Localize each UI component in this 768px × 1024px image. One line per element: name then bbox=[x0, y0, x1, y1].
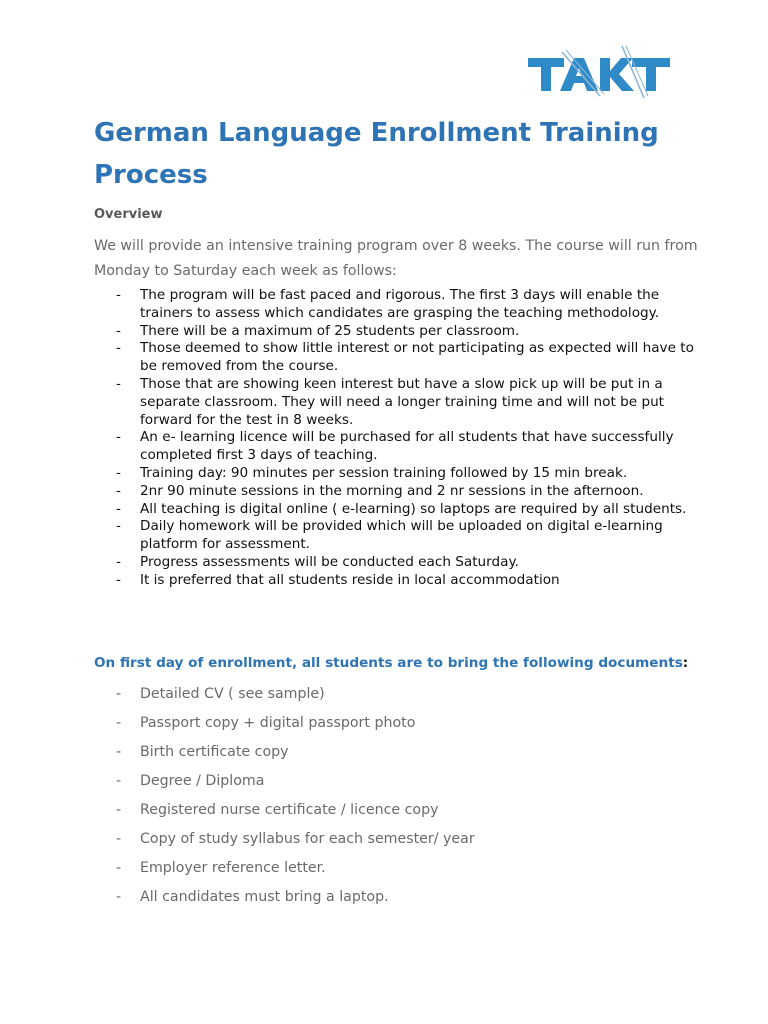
list-item bbox=[94, 771, 694, 800]
list-item bbox=[94, 887, 694, 916]
list-item bbox=[94, 858, 694, 887]
bullet-dash: - bbox=[116, 287, 121, 303]
takt-logo-mark bbox=[526, 44, 674, 100]
list-item bbox=[94, 340, 694, 376]
rule-text: An e- learning licence will be purchased for all students that have successfully completed first 3 days of teaching. bbox=[140, 429, 674, 464]
list-item bbox=[94, 554, 694, 572]
page-title: German Language Enrollment Training Process bbox=[94, 118, 659, 190]
rule-text: Progress assessments will be conducted each Saturday. bbox=[140, 553, 519, 570]
list-item bbox=[94, 829, 694, 858]
bullet-dash: - bbox=[116, 744, 122, 760]
list-item bbox=[94, 742, 694, 771]
bullet-dash: - bbox=[116, 889, 122, 905]
bullet-dash: - bbox=[116, 482, 121, 499]
overview-heading: Overview bbox=[94, 207, 163, 222]
required-documents-list bbox=[94, 684, 694, 916]
rule-text: It is preferred that all students reside in local accommodation bbox=[140, 571, 560, 588]
rule-text: All teaching is digital online ( e-learning) so laptops are required by all students. bbox=[140, 500, 687, 517]
documents-heading-colon: : bbox=[682, 655, 689, 671]
rule-text: Those that are showing keen interest but have a slow pick up will be put in a separate classroom. They will need a longer training time and will not be put forward for the test in 8 weeks. bbox=[140, 375, 665, 428]
rule-text: 2nr 90 minute sessions in the morning and 2 nr sessions in the afternoon. bbox=[140, 482, 644, 499]
document-text: All candidates must bring a laptop. bbox=[140, 889, 389, 905]
rule-text: Those deemed to show little interest or not participating as expected will have to be removed from the course. bbox=[140, 340, 694, 375]
bullet-dash: - bbox=[116, 500, 121, 517]
documents-heading bbox=[94, 655, 688, 671]
document-text: Detailed CV ( see sample) bbox=[140, 686, 325, 702]
list-item bbox=[94, 465, 694, 483]
list-item bbox=[94, 518, 694, 554]
list-item bbox=[94, 429, 694, 465]
document-text: Copy of study syllabus for each semester/ year bbox=[140, 831, 475, 847]
list-item bbox=[94, 323, 694, 341]
bullet-dash: - bbox=[116, 773, 122, 789]
document-text: Employer reference letter. bbox=[140, 860, 326, 876]
list-item bbox=[94, 376, 694, 429]
bullet-dash: - bbox=[116, 571, 121, 588]
takt-logo bbox=[526, 44, 674, 100]
list-item bbox=[94, 501, 694, 519]
overview-intro: We will provide an intensive training program over 8 weeks. The course will run from Monday to Saturday each week as follows: bbox=[94, 238, 698, 279]
document-text: Birth certificate copy bbox=[140, 744, 289, 760]
rule-text: Training day: 90 minutes per session training followed by 15 min break. bbox=[140, 464, 628, 481]
bullet-dash: - bbox=[116, 340, 121, 357]
list-item bbox=[94, 483, 694, 501]
document-text: Degree / Diploma bbox=[140, 773, 265, 789]
list-item bbox=[94, 800, 694, 829]
rule-text: The program will be fast paced and rigorous. The first 3 days will enable the trainers to assess which candidates are grasping the teaching methodology. bbox=[140, 287, 660, 321]
list-item bbox=[94, 572, 694, 590]
rule-text: Daily homework will be provided which will be uploaded on digital e-learning platform for assessment. bbox=[140, 518, 663, 553]
rule-text: There will be a maximum of 25 students per classroom. bbox=[140, 322, 520, 339]
bullet-dash: - bbox=[116, 802, 122, 818]
list-item bbox=[94, 713, 694, 742]
bullet-dash: - bbox=[116, 322, 121, 339]
bullet-dash: - bbox=[116, 860, 122, 876]
bullet-dash: - bbox=[116, 553, 121, 570]
bullet-dash: - bbox=[116, 429, 121, 446]
bullet-dash: - bbox=[116, 518, 121, 535]
bullet-dash: - bbox=[116, 686, 122, 702]
bullet-dash: - bbox=[116, 831, 122, 847]
bullet-dash: - bbox=[116, 715, 122, 731]
document-text: Passport copy + digital passport photo bbox=[140, 715, 416, 731]
program-rules-list bbox=[94, 287, 694, 590]
document-text: Registered nurse certificate / licence copy bbox=[140, 802, 439, 818]
list-item bbox=[94, 287, 694, 323]
bullet-dash: - bbox=[116, 464, 121, 481]
documents-heading-text: On first day of enrollment, all students are to bring the following documents bbox=[94, 655, 683, 671]
list-item bbox=[94, 684, 694, 713]
bullet-dash: - bbox=[116, 375, 121, 392]
